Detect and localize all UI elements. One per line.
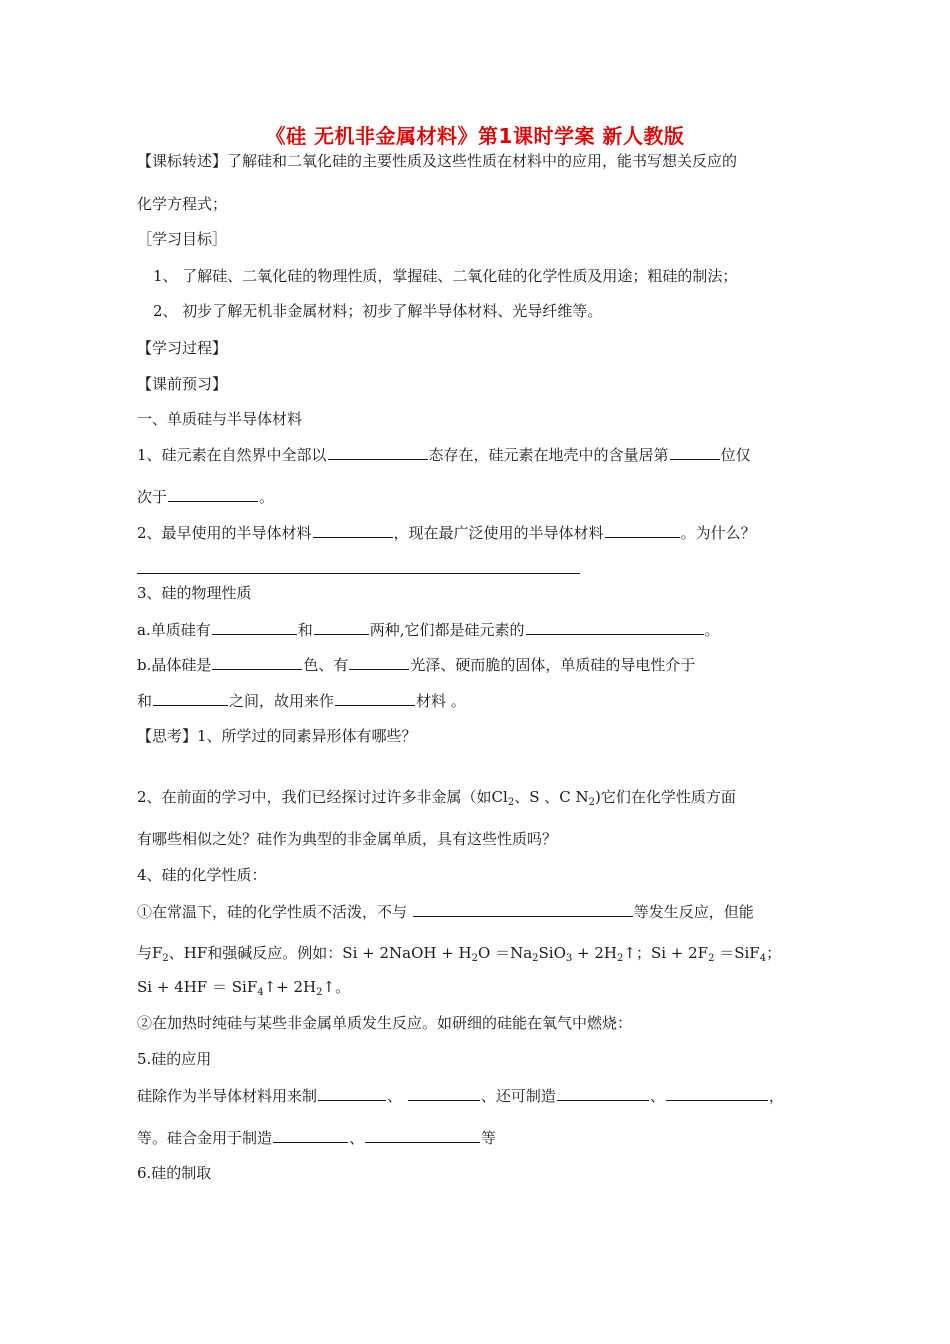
application-line-2: 等。硅合金用于制造 、 等 bbox=[137, 1126, 496, 1149]
application-line-1: 硅除作为半导体材料用来制 、 、还可制造 、 ， bbox=[137, 1084, 784, 1107]
fill-blank[interactable] bbox=[318, 1084, 386, 1101]
question-5-heading: 5.硅的应用 bbox=[137, 1050, 212, 1068]
think-question-2: 2、在前面的学习中，我们已经探讨过许多非金属（如$Cl_2$、S 、C $N_2$)它们在化学性质方面 bbox=[137, 788, 736, 808]
page-title: 《硅 无机非金属材料》第1课时学案 新人教版 bbox=[265, 124, 685, 148]
section-one-heading: 一、单质硅与半导体材料 bbox=[137, 410, 303, 428]
question-3-heading: 3、硅的物理性质 bbox=[137, 584, 252, 602]
answer-line[interactable] bbox=[137, 573, 580, 574]
chem-property-1: ①在常温下，硅的化学性质不活泼，不与 等发生反应，但能 bbox=[137, 900, 754, 923]
question-1: 1、硅元素在自然界中全部以 态存在，硅元素在地壳中的含量居第 位仅 bbox=[137, 443, 751, 466]
fill-blank[interactable] bbox=[365, 1126, 480, 1143]
fill-blank[interactable] bbox=[557, 1084, 649, 1101]
fill-blank[interactable] bbox=[273, 1126, 348, 1143]
fill-blank[interactable] bbox=[666, 1084, 768, 1101]
think-question-2-cont: 有哪些相似之处？硅作为典型的非金属单质，具有这些性质吗？ bbox=[137, 830, 558, 848]
objective-1: 1、 了解硅、二氧化硅的物理性质，掌握硅、二氧化硅的化学性质及用途；粗硅的制法； bbox=[153, 267, 738, 285]
curriculum-statement-cont: 化学方程式； bbox=[137, 195, 228, 213]
fill-blank[interactable] bbox=[670, 443, 720, 460]
process-heading: 【学习过程】 bbox=[137, 339, 228, 357]
preview-heading: 【课前预习】 bbox=[137, 375, 228, 393]
curriculum-statement: 【课标转述】了解硅和二氧化硅的主要性质及这些性质在材料中的应用，能书写想关反应的 bbox=[137, 152, 738, 170]
fill-blank[interactable] bbox=[413, 900, 633, 917]
fill-blank[interactable] bbox=[328, 443, 428, 460]
question-1-cont: 次于 。 bbox=[137, 485, 274, 508]
fill-blank[interactable] bbox=[349, 653, 409, 670]
question-6-heading: 6.硅的制取 bbox=[137, 1164, 212, 1182]
think-question-1: 【思考】1、所学过的同素异形体有哪些？ bbox=[137, 727, 417, 745]
fill-blank[interactable] bbox=[526, 618, 704, 635]
chem-equation-1: 与$F_2$、HF和强碱反应。例如：Si + 2NaOH + $H_2O =Na_2SiO_3$ + $2H_2↑$；$Si + 2F_2 =SiF_4$； bbox=[137, 944, 782, 964]
question-3b: b.晶体硅是 色、有 光泽、硬而脆的固体，单质硅的导电性介于 bbox=[137, 653, 695, 676]
chem-property-2: ②在加热时纯硅与某些非金属单质发生反应。如研细的硅能在氧气中燃烧： bbox=[137, 1014, 633, 1032]
question-3a: a.单质硅有 和 两种,它们都是硅元素的 。 bbox=[137, 618, 720, 641]
fill-blank[interactable] bbox=[212, 653, 302, 670]
objectives-heading: ［学习目标］ bbox=[137, 230, 228, 248]
objective-2: 2、 初步了解无机非金属材料；初步了解半导体材料、光导纤维等。 bbox=[153, 302, 603, 320]
fill-blank[interactable] bbox=[335, 689, 415, 706]
question-3b-cont: 和 之间，故用来作 材料 。 bbox=[137, 689, 466, 712]
fill-blank[interactable] bbox=[168, 485, 258, 502]
fill-blank[interactable] bbox=[313, 521, 393, 538]
question-2: 2、最早使用的半导体材料 ，现在最广泛使用的半导体材料 。为什么？ bbox=[137, 521, 756, 544]
fill-blank[interactable] bbox=[605, 521, 680, 538]
fill-blank[interactable] bbox=[314, 618, 369, 635]
question-4-heading: 4、硅的化学性质： bbox=[137, 866, 267, 884]
chem-equation-2: Si + 4HF ＝ SiF$_4$↑+ $2H_2↑$。 bbox=[137, 978, 351, 998]
fill-blank[interactable] bbox=[153, 689, 228, 706]
fill-blank[interactable] bbox=[212, 618, 297, 635]
fill-blank[interactable] bbox=[408, 1084, 480, 1101]
